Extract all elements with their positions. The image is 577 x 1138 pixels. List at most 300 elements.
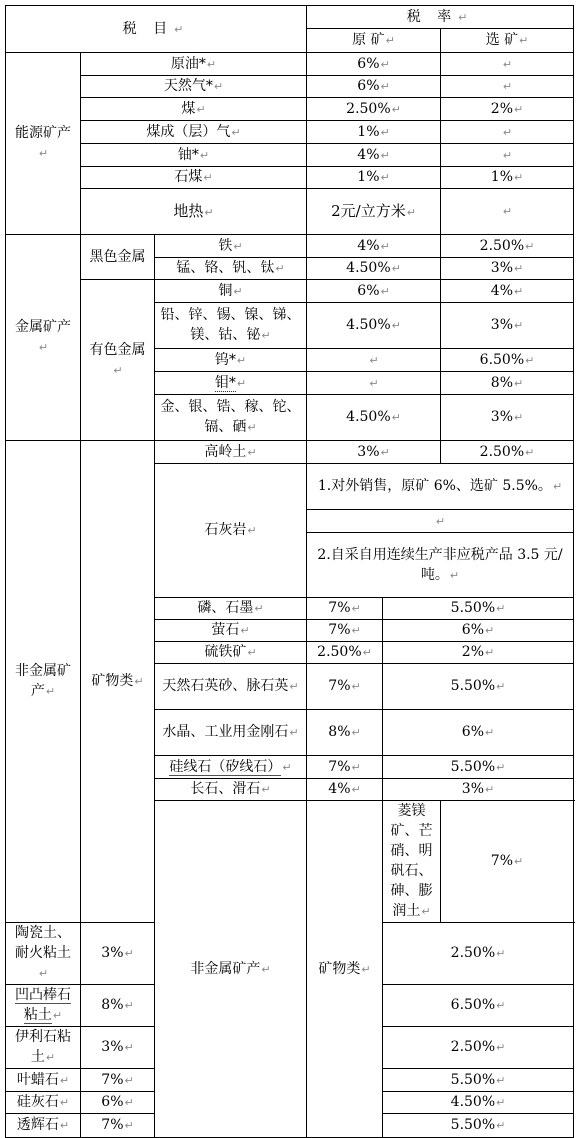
processed-rate: 5.50% [450, 1117, 496, 1133]
raw-rate: 7% [101, 1071, 124, 1088]
subgroup-name: 有色金属 [89, 341, 146, 358]
item-name: 水晶、工业用金刚石 [162, 724, 289, 740]
item-cell [81, 167, 307, 189]
paragraph-mark-icon: ↵ [552, 480, 563, 493]
processed-rate: 4% [490, 282, 514, 299]
processed-rate: 6.50% [450, 997, 496, 1013]
paragraph-mark-icon: ↵ [236, 376, 247, 390]
paragraph-mark-icon: ↵ [485, 624, 495, 637]
paragraph-mark-icon: ↵ [369, 376, 379, 390]
paragraph-mark-icon: ↵ [361, 962, 371, 976]
item-cell [155, 756, 307, 779]
paragraph-mark-icon: ↵ [52, 1009, 63, 1022]
header-row [6, 6, 574, 29]
raw-rate: 7% [328, 622, 351, 638]
paragraph-mark-icon: ↵ [514, 102, 524, 116]
item-name: 地热 [173, 201, 204, 220]
processed-rate: 1% [490, 169, 514, 185]
paragraph-mark-icon: ↵ [261, 783, 271, 796]
paragraph-mark-icon: ↵ [380, 284, 390, 298]
item-name: 煤成（层）气 [146, 123, 231, 140]
paragraph-mark-icon: ↵ [351, 624, 361, 637]
paragraph-mark-icon: ↵ [485, 646, 495, 659]
paragraph-mark-icon: ↵ [275, 262, 285, 275]
paragraph-mark-icon: ↵ [203, 171, 213, 184]
header-raw-cell [307, 29, 441, 53]
raw-rate: 7% [490, 853, 514, 869]
raw-rate-cell [307, 620, 383, 642]
paragraph-mark-icon: ↵ [204, 205, 214, 219]
paragraph-mark-icon: ↵ [406, 205, 416, 219]
item-cell [155, 372, 307, 395]
raw-rate: 7% [328, 678, 351, 694]
item-name: 铀* [177, 146, 199, 163]
paragraph-mark-icon: ↵ [514, 319, 524, 332]
item-cell [6, 1027, 81, 1069]
item-name: 天然气* [163, 78, 213, 94]
paragraph-mark-icon: ↵ [174, 22, 190, 36]
item-cell [155, 464, 307, 598]
item-name: 锰、铬、钒、钛 [176, 260, 275, 276]
processed-rate: 2.50% [450, 945, 496, 961]
processed-rate-cell [441, 372, 574, 395]
paragraph-mark-icon: ↵ [496, 1096, 506, 1109]
processed-rate-cell [441, 258, 574, 280]
processed-rate: 3% [490, 317, 514, 333]
raw-rate-cell [307, 756, 383, 779]
processed-rate-cell [441, 235, 574, 258]
paragraph-mark-icon: ↵ [496, 760, 506, 774]
raw-rate-cell [307, 121, 441, 144]
paragraph-mark-icon: ↵ [124, 999, 134, 1012]
processed-rate-cell [441, 167, 574, 189]
item-name: 铜 [218, 282, 233, 299]
item-name: 长石、滑石 [190, 781, 261, 797]
item-name: 伊利石粘土 [15, 1029, 71, 1065]
paragraph-mark-icon: ↵ [380, 125, 390, 139]
processed-rate-cell [441, 349, 574, 372]
item-cell [6, 1114, 81, 1138]
paragraph-mark-icon: ↵ [124, 1119, 134, 1132]
raw-rate: 6% [101, 1094, 124, 1110]
paragraph-mark-icon: ↵ [514, 171, 524, 184]
paragraph-mark-icon: ↵ [385, 34, 395, 47]
processed-rate-cell [441, 303, 574, 349]
item-cell [6, 1092, 81, 1114]
paragraph-mark-icon: ↵ [519, 34, 529, 47]
raw-rate: 7% [101, 1117, 124, 1133]
processed-rate-cell [441, 441, 574, 464]
item-cell [81, 98, 307, 121]
item-cell [155, 664, 307, 710]
group-label-energy [6, 53, 81, 235]
group-label-metal [6, 235, 81, 441]
item-cell [155, 235, 307, 258]
processed-rate-cell [383, 1114, 574, 1138]
raw-rate: 8% [101, 997, 124, 1013]
note-text: 1.对外销售，原矿 6%、选矿 5.5%。 [317, 478, 552, 494]
header-rate-cell [307, 6, 574, 29]
table-row [6, 121, 574, 144]
paragraph-mark-icon: ↵ [233, 239, 243, 253]
processed-rate: 4.50% [450, 1094, 496, 1110]
table-row [6, 167, 574, 189]
item-cell [155, 598, 307, 620]
paragraph-mark-icon: ↵ [213, 80, 224, 93]
raw-rate-cell [307, 280, 441, 303]
item-cell [6, 1069, 81, 1092]
processed-rate: 5.50% [450, 678, 496, 694]
raw-rate: 1% [357, 169, 380, 185]
paragraph-mark-icon: ↵ [134, 675, 144, 688]
paragraph-mark-icon: ↵ [124, 947, 134, 960]
item-name: 铁 [218, 237, 233, 254]
item-cell [6, 923, 81, 985]
limestone-note-1 [307, 464, 574, 510]
paragraph-mark-icon: ↵ [289, 726, 299, 739]
item-cell [155, 280, 307, 303]
raw-rate: 1% [357, 123, 380, 140]
paragraph-mark-icon: ↵ [496, 1041, 506, 1054]
item-cell [81, 53, 307, 76]
group-label-nonmetal [6, 441, 81, 923]
processed-rate: 8% [490, 374, 514, 391]
paragraph-mark-icon: ↵ [380, 239, 390, 253]
header-item-cell [6, 6, 307, 53]
raw-rate-cell [307, 710, 383, 756]
paragraph-mark-icon: ↵ [247, 421, 257, 434]
resource-tax-rate-table [5, 5, 574, 1138]
paragraph-mark-icon: ↵ [45, 685, 56, 698]
processed-rate: 2.50% [479, 443, 525, 460]
table-row [6, 441, 574, 464]
paragraph-mark-icon: ↵ [282, 760, 292, 774]
processed-rate-cell [383, 756, 574, 779]
raw-rate: 4.50% [346, 260, 391, 276]
paragraph-mark-icon: ↵ [351, 783, 361, 796]
processed-rate-cell [441, 144, 574, 167]
limestone-note-2 [307, 533, 574, 598]
processed-rate-cell [383, 1092, 574, 1114]
paragraph-mark-icon: ↵ [59, 1073, 70, 1087]
subgroup-name: 黑色金属 [89, 249, 146, 265]
processed-rate-cell [441, 189, 574, 235]
paragraph-mark-icon: ↵ [45, 1051, 56, 1064]
item-cell [81, 76, 307, 98]
processed-rate: 3% [490, 260, 514, 276]
limestone-empty-cell [307, 510, 574, 533]
item-name: 煤 [181, 100, 196, 117]
paragraph-mark-icon: ↵ [380, 57, 390, 71]
processed-rate-cell [383, 598, 574, 620]
paragraph-mark-icon: ↵ [514, 262, 524, 275]
paragraph-mark-icon: ↵ [240, 624, 250, 637]
item-cell [81, 144, 307, 167]
raw-rate-cell [307, 441, 441, 464]
item-name: 陶瓷土、耐火粘土 [15, 925, 71, 961]
item-name: 钨* [214, 351, 236, 368]
item-cell [155, 395, 307, 441]
processed-rate: 2% [461, 644, 485, 660]
item-name: 天然石英砂、脉石英 [162, 678, 289, 694]
processed-rate-cell [383, 779, 574, 801]
raw-rate: 2.50% [346, 100, 391, 117]
paragraph-mark-icon: ↵ [496, 680, 506, 693]
raw-rate-cell [307, 98, 441, 121]
paragraph-mark-icon: ↵ [206, 57, 217, 71]
group-name: 非金属矿产 [190, 960, 261, 977]
item-cell [155, 441, 307, 464]
paragraph-mark-icon: ↵ [59, 1119, 70, 1132]
raw-rate: 2元/立方米 [331, 201, 406, 220]
paragraph-mark-icon: ↵ [38, 967, 49, 980]
raw-rate: 8% [328, 724, 351, 740]
paragraph-mark-icon: ↵ [362, 646, 372, 659]
item-cell [155, 779, 307, 801]
item-cell [81, 121, 307, 144]
item-cell [6, 985, 81, 1027]
item-cell [155, 642, 307, 664]
raw-rate: 4% [357, 237, 380, 254]
paragraph-mark-icon: ↵ [502, 148, 513, 162]
raw-rate-cell [307, 235, 441, 258]
paragraph-mark-icon: ↵ [254, 602, 264, 615]
paragraph-mark-icon: ↵ [449, 568, 460, 582]
raw-rate-cell [441, 801, 574, 923]
raw-rate-cell [307, 779, 383, 801]
processed-rate: 5.50% [450, 1071, 496, 1088]
processed-rate: 6% [461, 724, 485, 740]
paragraph-mark-icon: ↵ [59, 1096, 70, 1109]
raw-rate: 3% [357, 443, 380, 460]
raw-rate-cell [307, 642, 383, 664]
paragraph-mark-icon: ↵ [247, 524, 257, 537]
group-label-nonmetal-continued [155, 801, 307, 1138]
raw-rate: 3% [101, 1039, 124, 1055]
raw-rate-cell [307, 598, 383, 620]
item-name: 磷、石墨 [197, 600, 254, 616]
raw-rate-cell [81, 923, 155, 985]
item-cell [155, 258, 307, 280]
paragraph-mark-icon: ↵ [236, 353, 247, 367]
raw-rate: 7% [328, 600, 351, 616]
processed-rate: 3% [461, 781, 485, 797]
raw-rate: 7% [328, 758, 351, 775]
raw-rate-cell [81, 1092, 155, 1114]
paragraph-mark-icon: ↵ [525, 445, 535, 459]
paragraph-mark-icon: ↵ [496, 602, 506, 615]
processed-rate-cell [383, 620, 574, 642]
raw-rate: 4% [328, 781, 351, 797]
item-name: 石灰岩 [204, 522, 247, 538]
paragraph-mark-icon: ↵ [247, 646, 257, 659]
category-name: 矿物类 [318, 960, 361, 977]
paragraph-mark-icon: ↵ [485, 783, 495, 796]
processed-rate-cell [383, 710, 574, 756]
paragraph-mark-icon: ↵ [199, 148, 210, 162]
table-row [6, 189, 574, 235]
header-item-label: 税 目 [122, 20, 174, 37]
item-cell [155, 710, 307, 756]
category-label-mineral-continued [307, 801, 383, 1138]
paragraph-mark-icon: ↵ [113, 363, 123, 377]
paragraph-mark-icon: ↵ [496, 947, 506, 960]
paragraph-mark-icon: ↵ [124, 1073, 134, 1087]
paragraph-mark-icon: ↵ [391, 319, 401, 332]
raw-rate-cell [81, 985, 155, 1027]
raw-rate: 3% [101, 945, 124, 961]
processed-rate-cell [441, 98, 574, 121]
raw-rate: 6% [357, 78, 380, 94]
processed-rate-cell [383, 985, 574, 1027]
processed-rate: 2.50% [479, 237, 525, 254]
paragraph-mark-icon: ↵ [124, 1096, 134, 1109]
raw-rate: 4.50% [346, 409, 391, 425]
item-cell [155, 349, 307, 372]
item-name: 原油* [170, 55, 206, 72]
paragraph-mark-icon: ↵ [435, 514, 446, 528]
group-name: 能源矿产 [15, 125, 71, 141]
processed-rate-cell [383, 1069, 574, 1092]
paragraph-mark-icon: ↵ [38, 147, 49, 160]
tax-rate-table-container [5, 5, 573, 1133]
item-cell [81, 189, 307, 235]
raw-rate: 4.50% [346, 317, 391, 333]
paragraph-mark-icon: ↵ [391, 411, 401, 424]
raw-rate-cell [307, 303, 441, 349]
table-row [6, 144, 574, 167]
paragraph-mark-icon: ↵ [502, 125, 513, 139]
raw-rate-cell [307, 664, 383, 710]
item-name: 菱镁矿、芒硝、明矾石、砷、膨润土 [390, 803, 433, 919]
raw-rate-cell [307, 189, 441, 235]
processed-rate: 6% [461, 622, 485, 638]
paragraph-mark-icon: ↵ [231, 125, 241, 139]
paragraph-mark-icon: ↵ [502, 205, 513, 218]
processed-rate: 2.50% [450, 1039, 496, 1055]
raw-rate-cell [307, 372, 441, 395]
item-name: 萤石 [211, 622, 240, 638]
paragraph-mark-icon: ↵ [124, 1041, 134, 1054]
item-name: 高岭土 [204, 443, 247, 460]
paragraph-mark-icon: ↵ [247, 445, 257, 459]
item-name: 透辉石 [16, 1117, 59, 1133]
paragraph-mark-icon: ↵ [351, 760, 361, 774]
paragraph-mark-icon: ↵ [496, 1119, 506, 1132]
paragraph-mark-icon: ↵ [514, 376, 524, 390]
paragraph-mark-icon: ↵ [496, 999, 506, 1012]
table-row [6, 76, 574, 98]
paragraph-mark-icon: ↵ [380, 148, 390, 162]
paragraph-mark-icon: ↵ [391, 262, 401, 275]
raw-rate-cell [307, 76, 441, 98]
table-row [6, 280, 574, 303]
raw-rate-cell [81, 1069, 155, 1092]
paragraph-mark-icon: ↵ [261, 962, 271, 976]
note-text: 2.自采自用连续生产非应税产品 3.5 元/吨。 [317, 546, 563, 583]
item-name: 钼* [214, 374, 236, 391]
subgroup-label-ferrous [81, 235, 155, 280]
subgroup-label-nonferrous [81, 280, 155, 441]
paragraph-mark-icon: ↵ [233, 284, 243, 298]
paragraph-mark-icon: ↵ [485, 726, 495, 739]
header-processed-cell [441, 29, 574, 53]
raw-rate: 2.50% [317, 644, 362, 660]
paragraph-mark-icon: ↵ [514, 411, 524, 424]
item-name: 硅线石（矽线石） [169, 758, 282, 775]
paragraph-mark-icon: ↵ [380, 445, 390, 459]
item-cell [383, 801, 441, 923]
group-name: 非金属矿产 [15, 663, 71, 699]
header-raw-label: 原 矿 [352, 32, 385, 48]
header-processed-label: 选 矿 [485, 32, 519, 48]
paragraph-mark-icon: ↵ [369, 353, 379, 367]
raw-rate: 6% [357, 55, 380, 72]
paragraph-mark-icon: ↵ [351, 602, 361, 615]
processed-rate-cell [441, 53, 574, 76]
item-name: 硫铁矿 [204, 644, 247, 660]
paragraph-mark-icon: ↵ [525, 353, 535, 367]
raw-rate-cell [307, 144, 441, 167]
raw-rate-cell [307, 258, 441, 280]
category-name: 矿物类 [91, 673, 134, 689]
paragraph-mark-icon: ↵ [391, 102, 401, 116]
processed-rate: 2% [490, 100, 514, 117]
item-name: 叶蜡石 [16, 1071, 59, 1088]
processed-rate: 5.50% [450, 600, 496, 616]
paragraph-mark-icon: ↵ [502, 80, 513, 93]
table-row [6, 53, 574, 76]
group-name: 金属矿产 [15, 319, 71, 335]
raw-rate-cell [307, 167, 441, 189]
raw-rate: 6% [357, 282, 380, 299]
paragraph-mark-icon: ↵ [514, 284, 524, 298]
paragraph-mark-icon: ↵ [38, 341, 49, 354]
raw-rate-cell [81, 1114, 155, 1138]
raw-rate-cell [307, 349, 441, 372]
processed-rate-cell [441, 395, 574, 441]
processed-rate: 6.50% [479, 351, 525, 368]
item-name: 凹凸棒石粘土 [15, 987, 71, 1023]
paragraph-mark-icon: ↵ [351, 726, 361, 739]
raw-rate: 4% [357, 146, 380, 163]
processed-rate-cell [441, 76, 574, 98]
item-cell [155, 620, 307, 642]
paragraph-mark-icon: ↵ [261, 329, 271, 342]
processed-rate-cell [383, 923, 574, 985]
processed-rate: 5.50% [450, 758, 496, 775]
processed-rate-cell [383, 642, 574, 664]
paragraph-mark-icon: ↵ [502, 57, 513, 71]
item-name: 金、银、锆、稼、铊、镉、硒 [160, 399, 301, 435]
header-rate-label: 税 率 [406, 8, 458, 25]
paragraph-mark-icon: ↵ [289, 680, 299, 693]
paragraph-mark-icon: ↵ [196, 102, 206, 116]
raw-rate-cell [81, 1027, 155, 1069]
table-row [6, 235, 574, 258]
item-name: 石煤 [174, 169, 203, 185]
processed-rate-cell [441, 280, 574, 303]
paragraph-mark-icon: ↵ [380, 80, 390, 93]
paragraph-mark-icon: ↵ [525, 239, 535, 253]
processed-rate-cell [441, 121, 574, 144]
item-name: 硅灰石 [16, 1094, 59, 1110]
paragraph-mark-icon: ↵ [458, 10, 474, 24]
table-row [6, 98, 574, 121]
processed-rate-cell [383, 1027, 574, 1069]
raw-rate-cell [307, 395, 441, 441]
paragraph-mark-icon: ↵ [380, 171, 390, 184]
